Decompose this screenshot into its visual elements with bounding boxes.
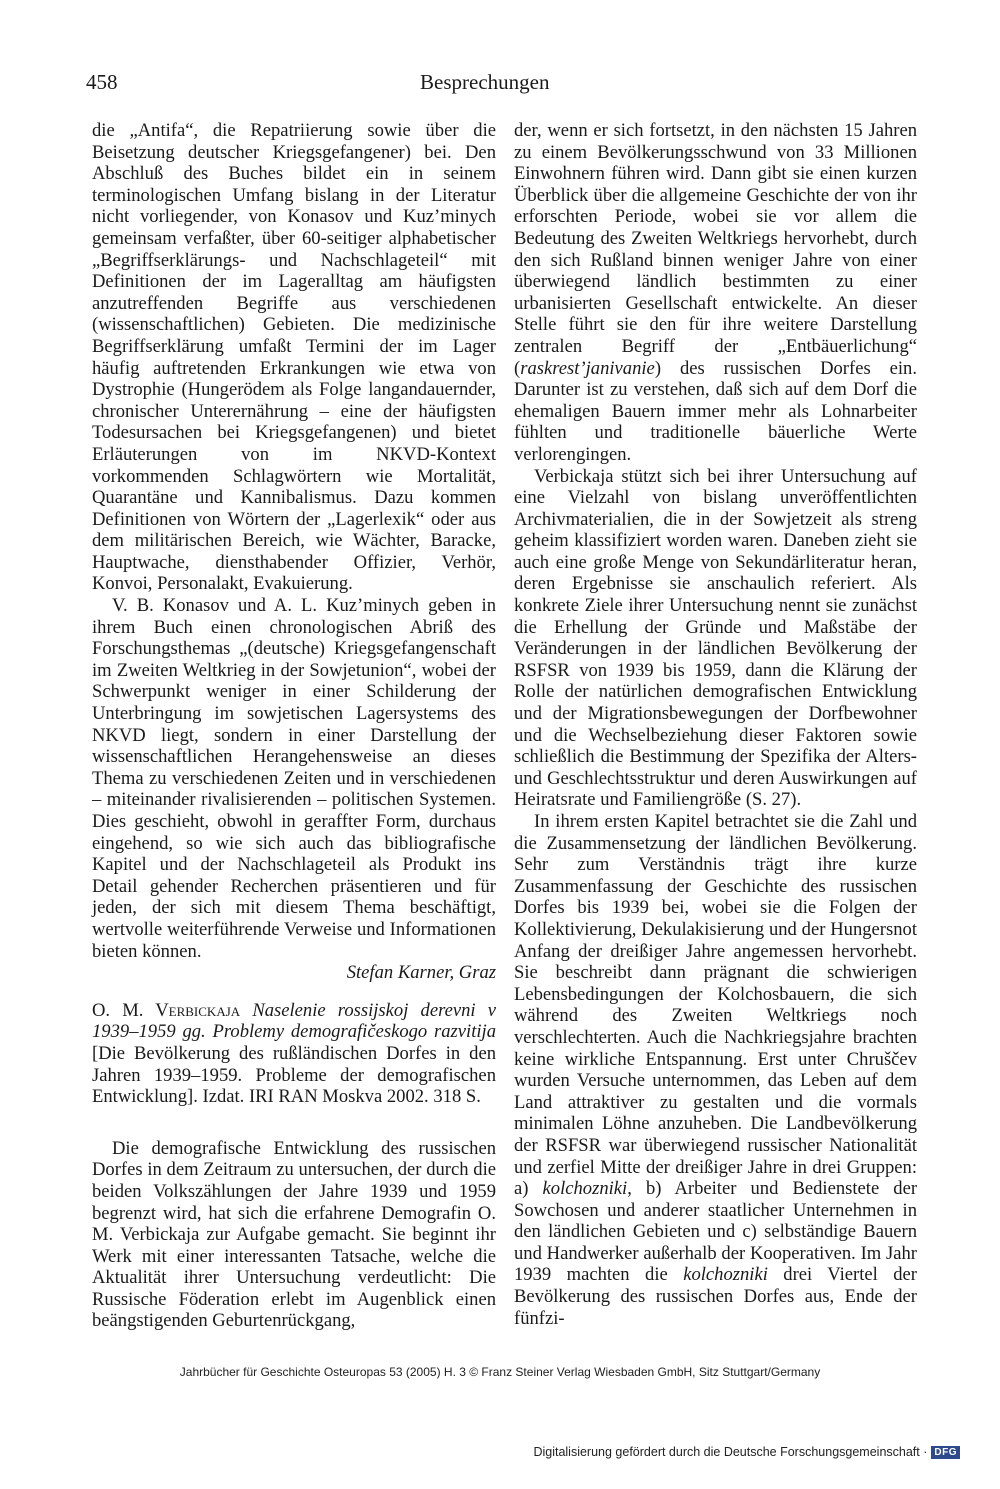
right-paragraph-2: Verbickaja stützt sich bei ihrer Untersuchung auf eine Vielzahl von bislang unveröffentlichten Archivmaterialien, die in der Sowjetzeit als streng geheim klassifiziert worden waren. Daneben zieht sie auch eine große Menge von Sekundärliteratur heran, deren Ergebnisse sie anschaulich referiert. Als konkrete Ziele ihrer Untersuchung nennt sie zunächst die Erhellung der Gründe und Maßstäbe der Veränderungen in der ländlichen Bevölkerung der RSFSR von 1939 bis 1959, dann die Klärung der Rolle der natürlichen demografischen Entwicklung und der Migrationsbewegungen der Dorfbewohner und die Wechselbeziehung dieser Faktoren sowie schließlich die Bestimmung der Spezifika der Alters- und Geschlechtsstruktur und deren Auswirkungen auf Heiratsrate und Familiengröße (S. 27). (514, 465, 917, 811)
digitization-credit-text: Digitalisierung gefördert durch die Deutsche Forschungsgemeinschaft · (533, 1445, 928, 1459)
journal-footer: Jahrbücher für Geschichte Osteuropas 53 (2005) H. 3 © Franz Steiner Verlag Wiesbaden GmbH, Sitz Stuttgart/Germany (179, 1365, 821, 1379)
left-paragraph-3: Die demografische Entwicklung des russischen Dorfes in dem Zeitraum zu untersuchen, der durch die beiden Volkszählungen der Jahre 1939 und 1959 begrenzt wird, hat sich die erfahrene Demografin O. M. Verbickaja zur Aufgabe gemacht. Sie beginnt ihr Werk mit einer interessanten Tatsache, welche die Aktualität ihrer Untersuchung verdeutlicht: Die Russische Föderation erlebt im Augenblick einen beängstigenden Geburtenrückgang, (92, 1137, 496, 1332)
dfg-logo: DFG (931, 1446, 960, 1459)
biblio-title: Naselenie rossijskoj derevni v 1939–1959 gg. Problemy demografičeskogo razvitija (92, 999, 496, 1043)
right-paragraph-3: In ihrem ersten Kapitel betrachtet sie die Zahl und die Zusammensetzung der ländlichen Bevölkerung. Sehr zum Verständnis trägt ihre kurze Zusammenfassung der Geschichte des russischen Dorfes bis 1939 bei, wobei sie die Folgen der Kollektivierung, Dekulakisierung und der Hungersnot Anfang der dreißiger Jahre angemessen hervorhebt. Sie beschreibt dann prägnant die schwierigen Lebensbedingungen der Kolchosbauern, die sich während des Zweiten Weltkriegs noch verschlechterten. Auch die Nachkriegsjahre brachten keine wirkliche Entspannung. Erst unter Chruščev wurden Versuche unternommen, das Leben auf dem Land attraktiver zu gestalten und die vormals minimalen Löhne anzuheben. Die Landbevölkerung der RSFSR war überwiegend russischer Nationalität und zerfiel Mitte der dreißiger Jahre in drei Gruppen: a) kolchozniki, b) Arbeiter und Bedienstete der Sowchosen und anderer staatlicher Unternehmen in den ländlichen Gebieten und c) selbständige Bauern und Handwerker außerhalb der Kooperativen. Im Jahr 1939 machten die kolchozniki drei Viertel der Bevölkerung des russischen Dorfes aus, Ende der fünfzi- (514, 811, 918, 1329)
term-kolchozniki: kolchozniki (542, 1178, 628, 1200)
digitization-credit (533, 1445, 960, 1459)
right-column (514, 120, 917, 1329)
biblio-author: O. M. Verbickaja (92, 999, 241, 1021)
term-raskrestjanivanie: raskrest’janivanie (520, 357, 655, 379)
bibliographic-entry (92, 1000, 496, 1108)
reviewer-signature: Stefan Karner, Graz (346, 962, 496, 984)
left-paragraph-2: V. B. Konasov und A. L. Kuz’minych geben in ihrem Buch einen chronologischen Abriß des Forschungsthemas „(deutsche) Kriegsgefangenschaft im Zweiten Weltkrieg in der Sowjetunion“, wobei der Schwerpunkt weniger in einer Schilderung der Unterbringung im sowjetischen Lagersystems des NKVD liegt, sondern in einer Darstellung der wissenschaftlichen Herangehensweise an dieses Thema zu verschiedenen Zeiten und in verschiedenen – miteinander rivalisierenden – politischen Systemen. Dies geschieht, obwohl in geraffter Form, durchaus eingehend, so wie sich auch das bibliografische Kapitel und der Nachschlageteil als Produkt ins Detail gehender Recherchen präsentieren und für jeden, der sich mit diesem Thema beschäftigt, wertvolle weiterführende Verweise und Informationen bieten können. (92, 595, 496, 962)
left-paragraph-1: die „Antifa“, die Repatriierung sowie über die Beisetzung deutscher Kriegsgefangener) bei. Den Abschluß des Buches bildet ein in seinem terminologischen Umfang bislang in der Literatur nicht vorliegender, von Konasov und Kuz’minych gemeinsam verfaßter, über 60-seitiger alphabetischer „Begriffserklärungs- und Nachschlageteil“ mit Definitionen der im Lageralltag am häufigsten anzutreffenden Begriffe aus verschiedenen (wissenschaftlichen) Gebieten. Die medizinische Begriffserklärung umfaßt Termini der im Lager häufig auftretenden Erkrankungen wie etwa von Dystrophie (Hungerödem als Folge langandauernder, chronischer Unterernährung – eine der häufigsten Todesursachen bei Kriegsgefangenen) und bietet Erläuterungen von im NKVD-Kontext vorkommenden Schlagwörtern wie Mortalität, Quarantäne und Kannibalismus. Dazu kommen Definitionen von Wörtern der „Lagerlexik“ oder aus dem militärischen Bereich, wie Wächter, Baracke, Hauptwache, diensthabender Offizier, Verhör, Konvoi, Personalakt, Evakuierung. (92, 120, 496, 595)
left-column (92, 120, 496, 1332)
term-kolchozniki-2: kolchozniki (683, 1264, 768, 1286)
biblio-details: [Die Bevölkerung des rußländischen Dorfes in den Jahren 1939–1959. Probleme der demografischen Entwicklung]. Izdat. IRI RAN Moskva 2002. 318 S. (92, 1042, 496, 1108)
right-paragraph-1: der, wenn er sich fortsetzt, in den nächsten 15 Jahren zu einem Bevölkerungsschwund von 33 Millionen Einwohnern führen wird. Dann gibt sie einen kurzen Überblick über die allgemeine Geschichte der von ihr erforschten Periode, wobei sie vor allem die Bedeutung des Zweiten Weltkriegs hervorhebt, durch den sich Rußland binnen weniger Jahre von einer überwiegend ländlich bestimmten zu einer urbanisierten Gesellschaft entwickelte. An dieser Stelle führt sie den für ihre weitere Darstellung zentralen Begriff der „Entbäuerlichung“ (raskrest’janivanie) des russischen Dorfes ein. Darunter ist zu verstehen, daß sich auf dem Dorf die ehemaligen Bauern immer mehr als Lohnarbeiter fühlten und traditionelle bäuerliche Werte verlorengingen. (514, 120, 917, 465)
running-head: Besprechungen (420, 70, 550, 94)
page-number: 458 (86, 70, 118, 94)
